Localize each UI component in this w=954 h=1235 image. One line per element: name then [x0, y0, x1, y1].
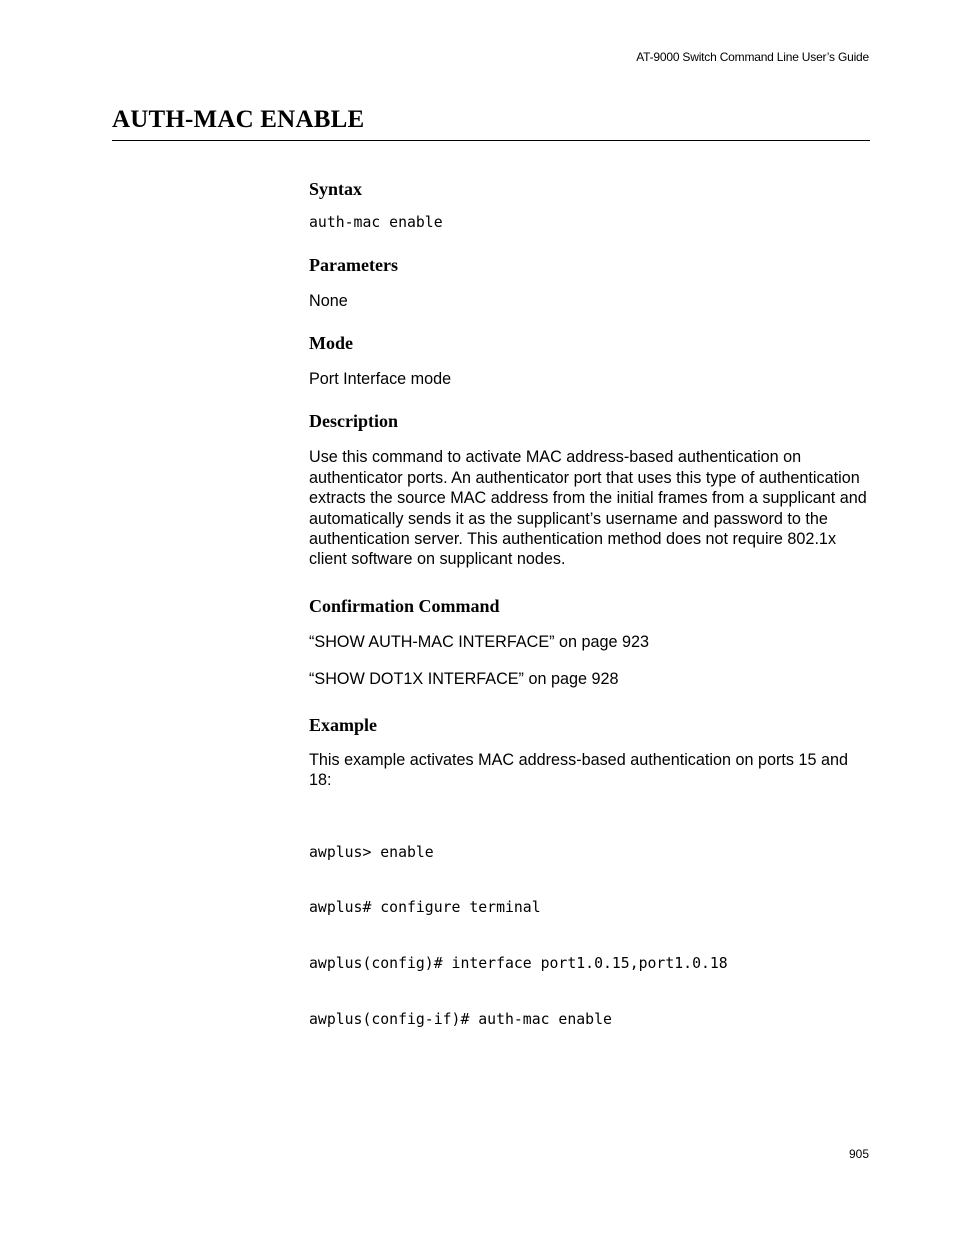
page-number: 905	[848, 1147, 869, 1161]
syntax-code: auth-mac enable	[309, 214, 443, 231]
code-line: awplus(config)# interface port1.0.15,port1.0.18	[309, 955, 728, 973]
description-text: Use this command to activate MAC address-based authentication on authenticator ports. An authenticator port that uses this type of authentication extracts the source MAC address from the initial frames from a supplicant and automatically sends it as the supplicant’s username and password to the authentication server. This authentication method does not require 802.1x client software on supplicant nodes.	[309, 448, 867, 569]
code-line: awplus# configure terminal	[309, 899, 541, 917]
running-header: AT-9000 Switch Command Line User’s Guide	[636, 50, 869, 64]
syntax-section	[309, 176, 874, 233]
page-title: AUTH-MAC ENABLE	[112, 106, 365, 133]
confirmation-heading: Confirmation Command	[309, 595, 500, 616]
description-section	[309, 408, 874, 569]
code-line: awplus(config-if)# auth-mac enable	[309, 1011, 612, 1028]
confirmation-ref: “SHOW AUTH-MAC INTERFACE” on page 923	[309, 632, 650, 651]
code-line: awplus> enable	[309, 843, 434, 861]
mode-section	[309, 330, 874, 389]
description-heading: Description	[309, 411, 398, 432]
example-heading: Example	[309, 714, 378, 735]
mode-heading: Mode	[309, 333, 353, 353]
confirmation-ref: “SHOW DOT1X INTERFACE” on page 928	[309, 670, 619, 689]
content-body	[309, 176, 874, 1067]
mode-text: Port Interface mode	[309, 370, 452, 388]
parameters-section	[309, 252, 874, 311]
confirmation-section	[309, 593, 874, 690]
example-text: This example activates MAC address-based authentication on ports 15 and 18:	[309, 750, 848, 790]
syntax-heading: Syntax	[309, 179, 363, 199]
parameters-heading: Parameters	[309, 254, 398, 275]
parameters-text: None	[309, 291, 348, 310]
example-code-block	[309, 806, 874, 1066]
example-section	[309, 712, 874, 1067]
title-rule	[112, 140, 870, 141]
